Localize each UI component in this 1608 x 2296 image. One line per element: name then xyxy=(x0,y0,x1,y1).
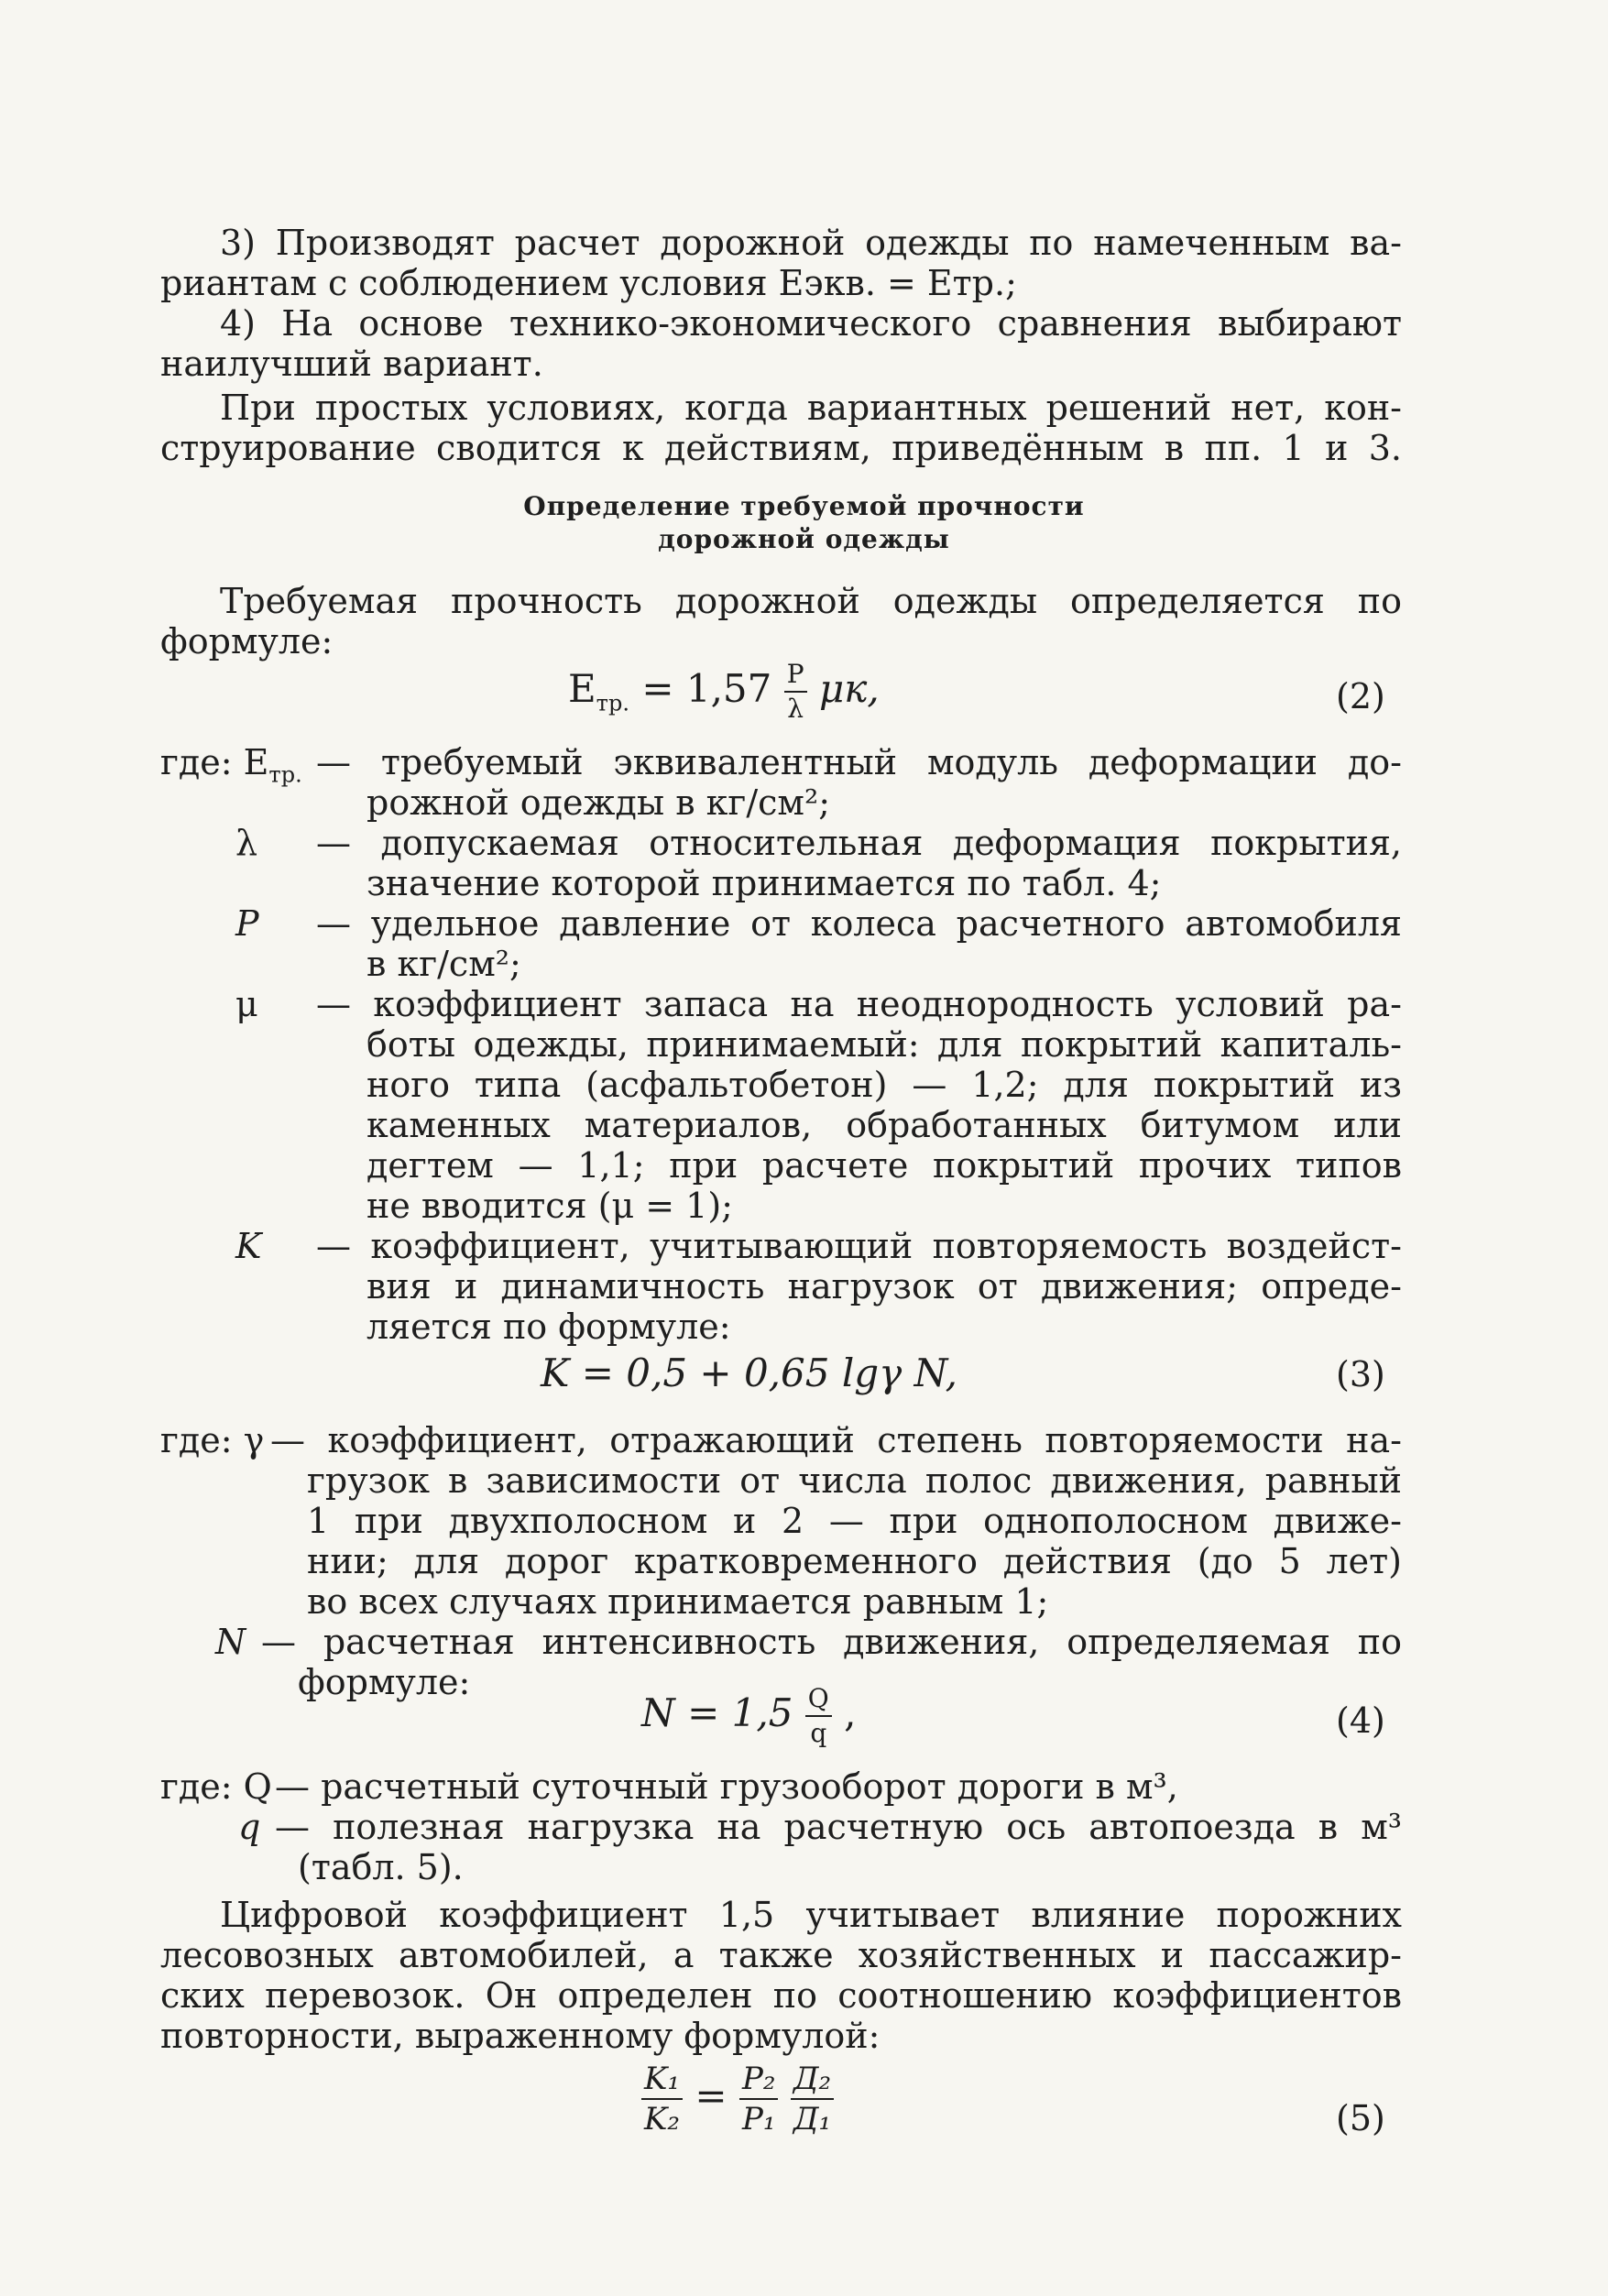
definitions-formula-2 xyxy=(160,742,1402,1365)
item-3-line-2: риантам с соблюдением условия Еэкв. = Етр.; xyxy=(160,263,1017,303)
def-mu-line-4: каменных материалов, обработанных битумом или xyxy=(366,1105,1402,1145)
formula-5-d1: Д₁ xyxy=(791,2098,834,2135)
def-k-symbol: K xyxy=(235,1226,262,1266)
def-e-line-2: рожной одежды в кг/см²; xyxy=(366,782,831,823)
formula-2 xyxy=(568,661,880,726)
def-qs-symbol: q xyxy=(238,1807,261,1847)
def-gamma-line-4: нии; для дорог кратковременного действия (до 5 лет) xyxy=(307,1541,1402,1581)
def-e-symbol-text: где: Е xyxy=(160,742,269,782)
formula-4-number: (4) xyxy=(1336,1700,1385,1741)
def-mu-symbol: μ xyxy=(235,984,258,1024)
def-p-line-2: в кг/см²; xyxy=(366,944,521,984)
item-4-line-1: 4) На основе технико-экономического сравнения выбирают xyxy=(220,303,1402,344)
formula-4 xyxy=(641,1683,857,1748)
formula-4-denominator: q xyxy=(805,1715,832,1746)
formula-2-lhs: Е xyxy=(568,666,596,711)
formula-5-d2: Д₂ xyxy=(793,2061,832,2097)
def-q-symbol: где: Q xyxy=(160,1766,272,1807)
closing-line-1: Цифровой коэффициент 1,5 учитывает влияние порожних xyxy=(220,1895,1402,1935)
formula-4-fraction xyxy=(805,1683,832,1748)
formula-2-denominator: λ xyxy=(784,691,807,722)
def-mu-line-6: не вводится (μ = 1); xyxy=(366,1186,733,1226)
def-n-line-2: формуле: xyxy=(298,1662,471,1702)
formula-5-p2: P₂ xyxy=(741,2061,776,2097)
formula-3: K = 0,5 + 0,65 lgγ N, xyxy=(541,1350,958,1395)
def-mu-line-2: боты одежды, принимаемый: для покрытий капиталь- xyxy=(366,1024,1402,1065)
simple-line-2: струирование сводится к действиям, приведённым в пп. 1 и 3. xyxy=(160,428,1402,468)
def-mu-line-5: дегтем — 1,1; при расчете покрытий прочих типов xyxy=(366,1145,1402,1186)
formula-2-coef: = 1,57 xyxy=(641,666,772,711)
formula-5-k1: K₁ xyxy=(644,2061,681,2097)
formula-5-d-fraction xyxy=(791,2063,834,2135)
def-k-line-2: вия и динамичность нагрузок от движения; опреде- xyxy=(366,1266,1402,1307)
def-gamma-line-1: — коэффициент, отражающий степень повторяемости на- xyxy=(270,1420,1402,1460)
formula-3-number: (3) xyxy=(1336,1354,1385,1394)
formula-4-tail: , xyxy=(844,1690,857,1735)
def-mu-line-3: ного типа (асфальтобетон) — 1,2; для покрытий из xyxy=(366,1065,1402,1105)
def-lambda-symbol: λ xyxy=(235,823,258,863)
def-n-line-1: — расчетная интенсивность движения, определяемая по xyxy=(261,1622,1402,1662)
formula-5-k2: K₂ xyxy=(641,2098,683,2135)
intro-line-1: Требуемая прочность дорожной одежды определяется по xyxy=(220,581,1402,621)
formula-4-numerator: Q xyxy=(807,1683,829,1713)
def-e-line-1: — требуемый эквивалентный модуль деформации до- xyxy=(316,742,1402,782)
formula-2-fraction xyxy=(784,661,807,722)
def-n-symbol: N xyxy=(215,1622,246,1662)
formula-5-equals: = xyxy=(695,2073,727,2118)
intro-line-2: формуле: xyxy=(160,621,334,661)
def-k-line-1: — коэффициент, учитывающий повторяемость воздейст- xyxy=(316,1226,1402,1266)
closing-line-2: лесовозных автомобилей, а также хозяйственных и пассажир- xyxy=(160,1935,1402,1975)
formula-5-left-fraction xyxy=(641,2063,683,2135)
closing-line-4: повторности, выраженному формулой: xyxy=(160,2016,881,2056)
formula-2-numerator: P xyxy=(786,659,804,689)
def-gamma-line-5: во всех случаях принимается равным 1; xyxy=(307,1581,1049,1622)
def-gamma-line-2: грузок в зависимости от числа полос движения, равный xyxy=(307,1460,1402,1501)
closing-line-3: ских перевозок. Он определен по соотношению коэффициентов xyxy=(160,1975,1402,2016)
def-p-line-1: — удельное давление от колеса расчетного автомобиля xyxy=(316,903,1402,944)
formula-2-tail: μк, xyxy=(818,666,880,711)
def-e-symbol xyxy=(160,742,302,795)
section-heading-line-1: Определение требуемой прочности xyxy=(523,491,1085,521)
formula-5-p1: P₁ xyxy=(739,2098,779,2135)
def-qs-line-2: (табл. 5). xyxy=(298,1847,464,1887)
definitions-formula-3 xyxy=(160,1420,1402,1722)
def-gamma-line-3: 1 при двухполосном и 2 — при однополосном движе- xyxy=(307,1501,1402,1541)
formula-5-p-fraction xyxy=(739,2063,779,2135)
def-q-line-1: — расчетный суточный грузооборот дороги в м³, xyxy=(275,1766,1178,1807)
def-lambda-line-1: — допускаемая относительная деформация покрытия, xyxy=(316,823,1402,863)
def-mu-line-1: — коэффициент запаса на неоднородность условий ра- xyxy=(316,984,1402,1024)
def-k-line-3: ляется по формуле: xyxy=(366,1307,731,1347)
formula-5-number: (5) xyxy=(1336,2098,1385,2138)
definitions-formula-4 xyxy=(160,1766,1402,1895)
item-3-line-1: 3) Производят расчет дорожной одежды по намеченным ва- xyxy=(220,223,1402,263)
simple-line-1: При простых условиях, когда вариантных решений нет, кон- xyxy=(220,388,1402,428)
def-lambda-line-2: значение которой принимается по табл. 4; xyxy=(366,863,1162,903)
item-4-line-2: наилучший вариант. xyxy=(160,344,543,384)
formula-4-lhs: N = 1,5 xyxy=(641,1690,793,1735)
def-qs-line-1: — полезная нагрузка на расчетную ось автопоезда в м³ xyxy=(275,1807,1402,1847)
section-heading-line-2: дорожной одежды xyxy=(658,524,950,554)
def-e-symbol-sub: тр. xyxy=(268,761,302,788)
formula-2-number: (2) xyxy=(1336,676,1385,716)
formula-2-lhs-sub: тр. xyxy=(596,690,629,716)
formula-5 xyxy=(641,2063,834,2135)
def-p-symbol: P xyxy=(235,903,259,944)
def-gamma-symbol: где: γ xyxy=(160,1420,265,1460)
